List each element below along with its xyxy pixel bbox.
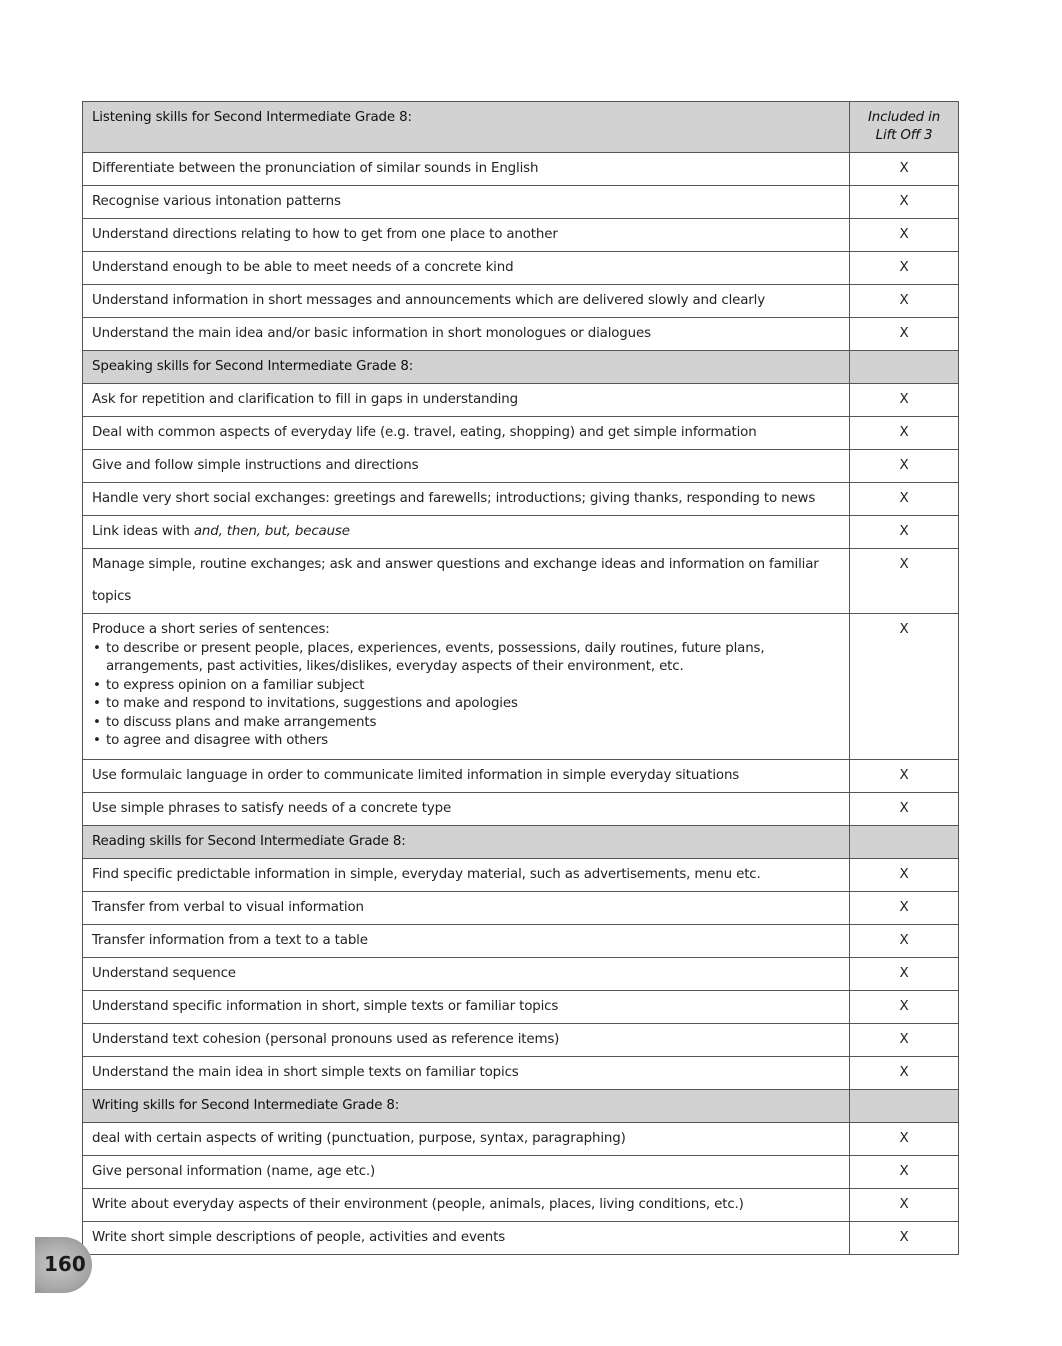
table-row: [83, 1023, 959, 1056]
section-header-row: [83, 351, 959, 384]
skill-cell: [83, 1221, 850, 1254]
skill-text: Recognise various intonation patterns: [92, 194, 341, 209]
skill-text: Understand directions relating to how to get from one place to another: [92, 227, 558, 242]
included-column-header: [850, 825, 959, 858]
section-title: Speaking skills for Second Intermediate Grade 8:: [83, 351, 850, 384]
skill-cell: [83, 516, 850, 549]
included-mark: X: [850, 318, 959, 351]
included-mark: X: [850, 153, 959, 186]
skill-text: Transfer from verbal to visual information: [92, 899, 364, 915]
skill-text: Handle very short social exchanges: greetings and farewells; introductions; giving thanks, responding to news: [92, 491, 816, 506]
table-row: [83, 384, 959, 417]
skill-text: Write about everyday aspects of their environment (people, animals, places, living conditions, etc.): [92, 1196, 744, 1212]
skill-text: Use simple phrases to satisfy needs of a concrete type: [92, 800, 452, 816]
skill-cell: [83, 549, 850, 614]
skill-cell: [83, 1023, 850, 1056]
table-row: [83, 450, 959, 483]
skill-cell: [83, 1188, 850, 1221]
skill-cell: [83, 384, 850, 417]
table-row: [83, 1188, 959, 1221]
table-row: [83, 252, 959, 285]
skill-bullet: • to agree and disagree with others: [92, 732, 840, 751]
included-mark: X: [850, 759, 959, 792]
included-mark: X: [850, 924, 959, 957]
table-row: [83, 1056, 959, 1089]
included-mark: X: [850, 450, 959, 483]
table-row: [83, 891, 959, 924]
included-mark: X: [850, 614, 959, 760]
skill-cell: [83, 285, 850, 318]
skill-text: Understand the main idea and/or basic information in short monologues or dialogues: [92, 326, 651, 341]
included-mark: X: [850, 792, 959, 825]
table-row: [83, 516, 959, 549]
skill-text: Write short simple descriptions of people, activities and events: [92, 1229, 506, 1245]
skill-text: Manage simple, routine exchanges; ask and answer questions and exchange ideas and information on familiar topics: [92, 557, 819, 604]
skill-bullet: • to make and respond to invitations, suggestions and apologies: [92, 695, 840, 714]
skill-cell: [83, 1056, 850, 1089]
skill-text: Find specific predictable information in simple, everyday material, such as advertisements, menu etc.: [92, 866, 761, 882]
skill-text: Understand text cohesion (personal pronouns used as reference items): [92, 1031, 560, 1047]
skill-text: Give and follow simple instructions and directions: [92, 458, 419, 473]
skill-cell: [83, 924, 850, 957]
skill-text: Understand information in short messages and announcements which are delivered slowly and clearly: [92, 293, 765, 308]
skill-text: Understand the main idea in short simple texts on familiar topics: [92, 1064, 519, 1080]
included-mark: X: [850, 186, 959, 219]
skill-text: Ask for repetition and clarification to fill in gaps in understanding: [92, 392, 518, 407]
skill-cell: [83, 792, 850, 825]
skill-cell: [83, 614, 850, 760]
skill-cell: [83, 858, 850, 891]
included-column-header: [850, 351, 959, 384]
table-row: [83, 318, 959, 351]
included-mark: X: [850, 483, 959, 516]
table-row: [83, 614, 959, 760]
section-header-row: [83, 1089, 959, 1122]
table-row: [83, 858, 959, 891]
page-number: 160: [44, 1252, 86, 1276]
skill-cell: [83, 450, 850, 483]
skill-bullet-list: [92, 640, 840, 751]
included-mark: X: [850, 990, 959, 1023]
section-header-row: [83, 825, 959, 858]
skill-cell: [83, 318, 850, 351]
skill-cell: [83, 483, 850, 516]
included-mark: X: [850, 252, 959, 285]
skill-cell: [83, 990, 850, 1023]
included-mark: X: [850, 1056, 959, 1089]
column-header-line: Lift Off 3: [875, 128, 933, 143]
skill-cell: [83, 759, 850, 792]
skill-cell: [83, 153, 850, 186]
table-row: [83, 957, 959, 990]
included-mark: X: [850, 957, 959, 990]
skill-text: Understand enough to be able to meet needs of a concrete kind: [92, 260, 514, 275]
table-row: [83, 186, 959, 219]
skill-text-italic: and, then, but, because: [193, 524, 350, 539]
included-mark: X: [850, 417, 959, 450]
skill-text: Give personal information (name, age etc.): [92, 1163, 376, 1179]
included-mark: X: [850, 1023, 959, 1056]
table-row: [83, 549, 959, 614]
skill-cell: [83, 252, 850, 285]
included-column-header: [850, 102, 959, 153]
column-header-line: Included in: [867, 110, 941, 125]
skill-text: Differentiate between the pronunciation of similar sounds in English: [92, 161, 539, 176]
included-mark: X: [850, 1155, 959, 1188]
included-column-header: [850, 1089, 959, 1122]
table-row: [83, 153, 959, 186]
included-mark: X: [850, 219, 959, 252]
skill-cell: [83, 1155, 850, 1188]
table-row: [83, 483, 959, 516]
section-title: Listening skills for Second Intermediate Grade 8:: [83, 102, 850, 153]
table-row: [83, 759, 959, 792]
skill-text: Understand specific information in short, simple texts or familiar topics: [92, 998, 559, 1014]
skill-text: Use formulaic language in order to communicate limited information in simple everyday situations: [92, 767, 740, 783]
skill-text: Understand sequence: [92, 965, 236, 981]
skill-cell: [83, 219, 850, 252]
included-mark: X: [850, 1122, 959, 1155]
included-mark: X: [850, 384, 959, 417]
skill-text: deal with certain aspects of writing (punctuation, purpose, syntax, paragraphing): [92, 1130, 626, 1146]
table-row: [83, 1221, 959, 1254]
included-mark: X: [850, 549, 959, 614]
included-mark: X: [850, 1188, 959, 1221]
table-row: [83, 219, 959, 252]
skill-cell: [83, 417, 850, 450]
skill-cell: [83, 957, 850, 990]
included-mark: X: [850, 516, 959, 549]
skill-cell: [83, 891, 850, 924]
skill-text: Transfer information from a text to a table: [92, 932, 368, 948]
skill-bullet: • to discuss plans and make arrangements: [92, 714, 840, 733]
table-row: [83, 1122, 959, 1155]
skill-text: Produce a short series of sentences:: [92, 622, 330, 637]
section-title: Writing skills for Second Intermediate Grade 8:: [83, 1089, 850, 1122]
skill-text: Deal with common aspects of everyday life (e.g. travel, eating, shopping) and get simple information: [92, 425, 757, 440]
table-row: [83, 924, 959, 957]
skill-text: Link ideas with: [92, 524, 194, 539]
table-row: [83, 285, 959, 318]
table-row: [83, 1155, 959, 1188]
included-mark: X: [850, 858, 959, 891]
section-header-row: [83, 102, 959, 153]
included-mark: X: [850, 285, 959, 318]
included-mark: X: [850, 891, 959, 924]
skill-cell: [83, 186, 850, 219]
included-mark: X: [850, 1221, 959, 1254]
table-row: [83, 417, 959, 450]
table-row: [83, 792, 959, 825]
skills-table: [82, 101, 959, 1255]
section-title: Reading skills for Second Intermediate Grade 8:: [83, 825, 850, 858]
skill-bullet: • to describe or present people, places, experiences, events, possessions, daily routines, future plans, arrangements, past activities, likes/dislikes, everyday aspects of their environment, etc.: [92, 640, 840, 677]
table-row: [83, 990, 959, 1023]
skill-bullet: • to express opinion on a familiar subject: [92, 677, 840, 696]
skill-cell: [83, 1122, 850, 1155]
